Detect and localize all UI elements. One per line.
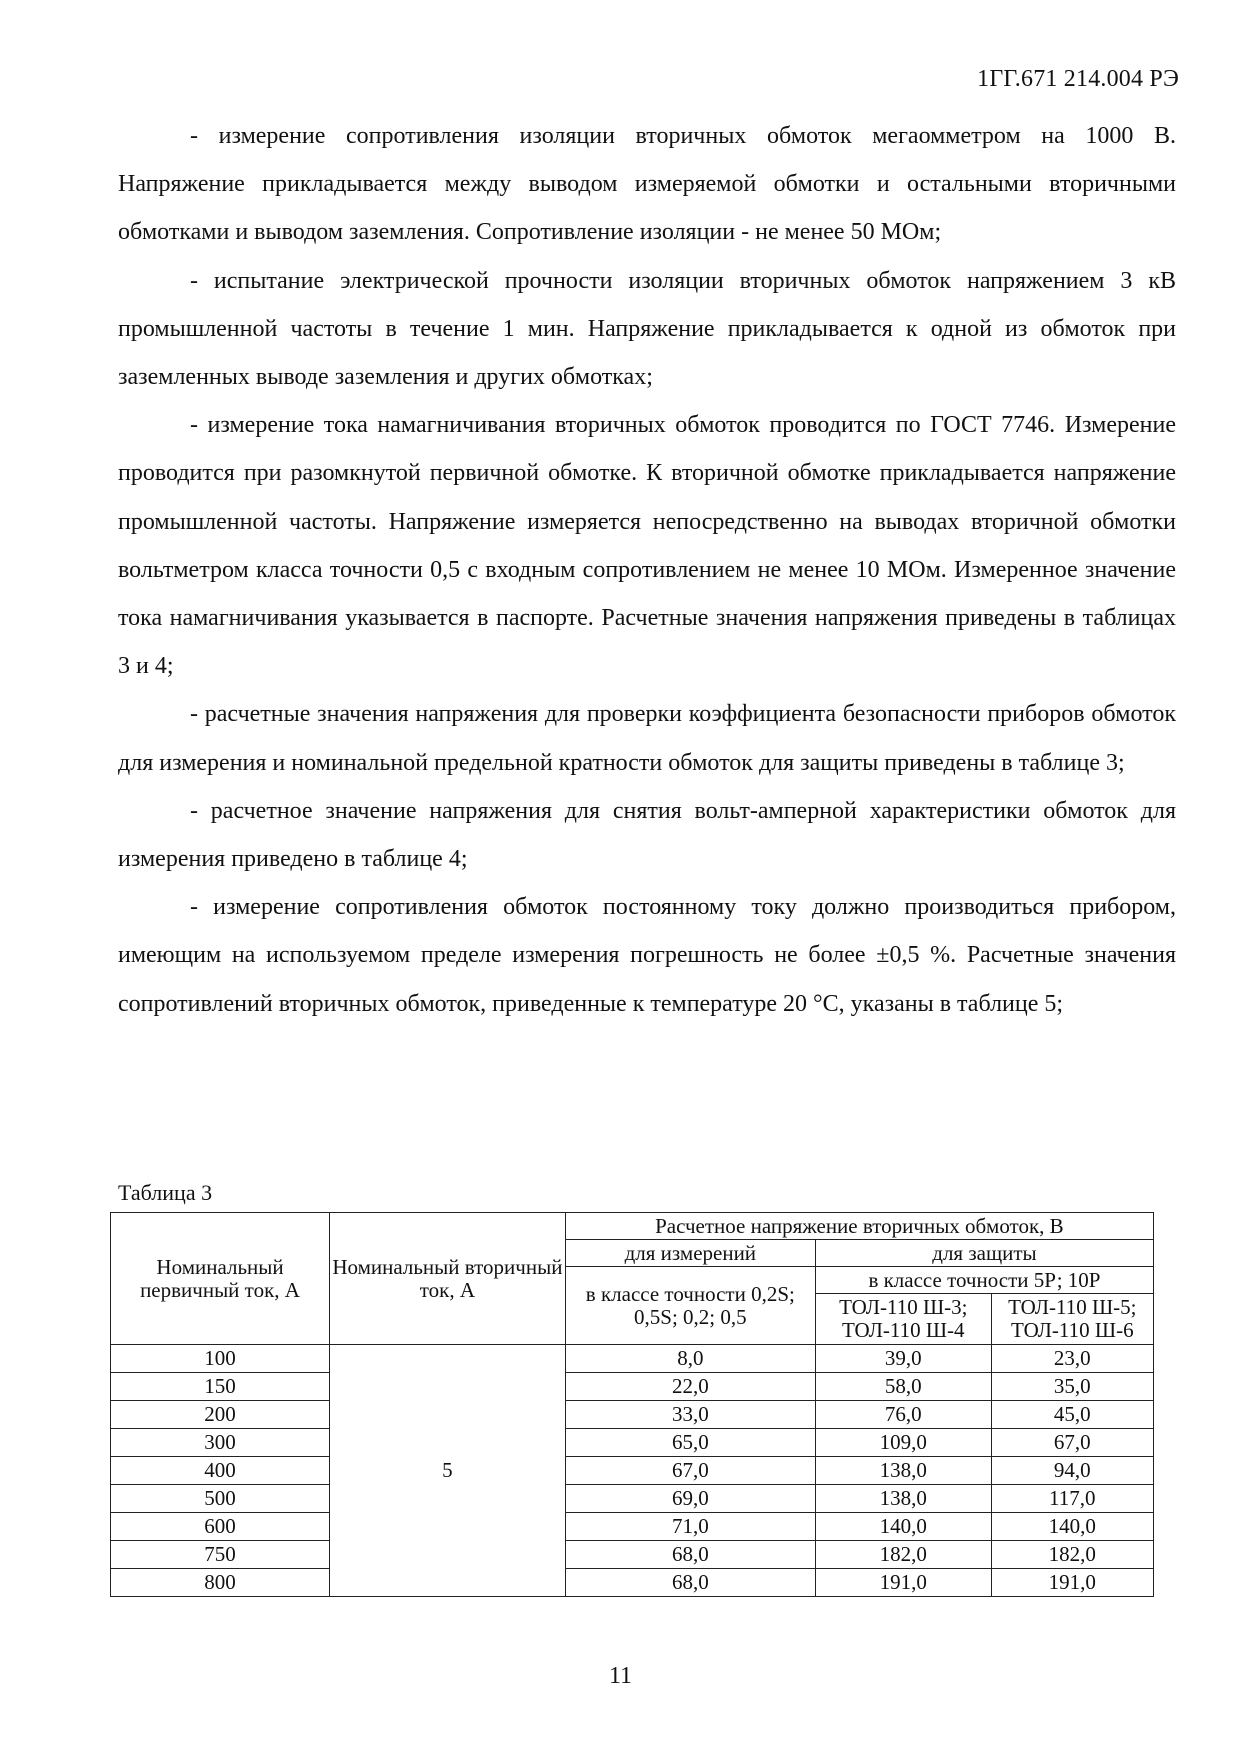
cell-protection-b: 35,0 <box>991 1373 1153 1401</box>
cell-protection-a: 109,0 <box>815 1429 991 1457</box>
table-row <box>111 1401 1154 1429</box>
paragraph-insulation-resistance: - измерение сопротивления изоляции вторичных обмоток мегаомметром на 1000 В. Напряжение прикладывается между выводом измеряемой обмотки и остальными вторичными обмотками и выводом заземления. Сопротивление изоляции - не менее 50 МОм; <box>118 123 1176 246</box>
body-text <box>118 112 1176 1028</box>
cell-primary: 800 <box>111 1569 330 1597</box>
cell-protection-a: 76,0 <box>815 1401 991 1429</box>
cell-primary: 400 <box>111 1457 330 1485</box>
header-for-protection: для защиты <box>815 1240 1153 1267</box>
header-primary-current: Номинальный первичный ток, А <box>111 1213 330 1345</box>
cell-measurement: 71,0 <box>565 1513 815 1541</box>
cell-protection-a: 191,0 <box>815 1569 991 1597</box>
header-for-measurement: для измерений <box>565 1240 815 1267</box>
table-caption: Таблица 3 <box>118 1180 213 1205</box>
table-row <box>111 1569 1154 1597</box>
page-number: 11 <box>608 1663 633 1689</box>
table-row <box>111 1373 1154 1401</box>
cell-measurement: 22,0 <box>565 1373 815 1401</box>
cell-primary: 150 <box>111 1373 330 1401</box>
cell-protection-a: 138,0 <box>815 1485 991 1513</box>
cell-primary: 500 <box>111 1485 330 1513</box>
cell-measurement: 67,0 <box>565 1457 815 1485</box>
cell-primary: 100 <box>111 1345 330 1373</box>
cell-protection-b: 23,0 <box>991 1345 1153 1373</box>
cell-protection-b: 182,0 <box>991 1541 1153 1569</box>
cell-protection-a: 138,0 <box>815 1457 991 1485</box>
header-measurement-class: в классе точности 0,2S; 0,5S; 0,2; 0,5 <box>565 1267 815 1345</box>
paragraph-safety-factor: - расчетные значения напряжения для проверки коэффициента безопасности приборов обмоток для измерения и номинальной предельной кратности обмоток для защиты приведены в таблице 3; <box>118 701 1176 776</box>
cell-protection-b: 117,0 <box>991 1485 1153 1513</box>
table-row <box>111 1485 1154 1513</box>
cell-protection-b: 191,0 <box>991 1569 1153 1597</box>
cell-primary: 750 <box>111 1541 330 1569</box>
cell-protection-a: 39,0 <box>815 1345 991 1373</box>
document-code: 1ГГ.671 214.004 РЭ <box>977 66 1179 92</box>
header-model-a: ТОЛ-110 Ш-3; ТОЛ-110 Ш-4 <box>815 1294 991 1345</box>
paragraph-magnetizing-current: - измерение тока намагничивания вторичных обмоток проводится по ГОСТ 7746. Измерение проводится при разомкнутой первичной обмотке. К вторичной обмотке прикладывается напряжение промышленной частоты. Напряжение измеряется непосредственно на выводах вторичной обмотки вольтметром класса точности 0,5 с входным сопротивлением не менее 10 МОм. Измеренное значение тока намагничивания указывается в паспорте. Расчетные значения напряжения приведены в таблицах 3 и 4; <box>118 412 1176 680</box>
cell-measurement: 68,0 <box>565 1569 815 1597</box>
cell-protection-b: 45,0 <box>991 1401 1153 1429</box>
table-row <box>111 1429 1154 1457</box>
table-row <box>111 1457 1154 1485</box>
table-row <box>111 1541 1154 1569</box>
table-3 <box>110 1212 1154 1597</box>
cell-measurement: 8,0 <box>565 1345 815 1373</box>
paragraph-dc-resistance: - измерение сопротивления обмоток постоянному току должно производиться прибором, имеющим на используемом пределе измерения погрешность не более ±0,5 %. Расчетные значения сопротивлений вторичных обмоток, приведенные к температуре 20 °С, указаны в таблице 5; <box>118 894 1176 1017</box>
cell-primary: 300 <box>111 1429 330 1457</box>
cell-protection-b: 140,0 <box>991 1513 1153 1541</box>
cell-measurement: 69,0 <box>565 1485 815 1513</box>
cell-measurement: 65,0 <box>565 1429 815 1457</box>
paragraph-dielectric-strength: - испытание электрической прочности изоляции вторичных обмоток напряжением 3 кВ промышленной частоты в течение 1 мин. Напряжение прикладывается к одной из обмоток при заземленных выводе заземления и других обмотках; <box>118 267 1176 391</box>
header-model-b: ТОЛ-110 Ш-5; ТОЛ-110 Ш-6 <box>991 1294 1153 1345</box>
table-row <box>111 1345 1154 1373</box>
header-protection-class: в классе точности 5Р; 10Р <box>815 1267 1153 1294</box>
cell-protection-b: 67,0 <box>991 1429 1153 1457</box>
paragraph-volt-ampere: - расчетное значение напряжения для снятия вольт-амперной характеристики обмоток для измерения приведено в таблице 4; <box>118 797 1176 873</box>
cell-primary: 200 <box>111 1401 330 1429</box>
cell-protection-a: 182,0 <box>815 1541 991 1569</box>
header-secondary-current: Номинальный вторичный ток, А <box>330 1213 566 1345</box>
cell-protection-a: 140,0 <box>815 1513 991 1541</box>
cell-protection-a: 58,0 <box>815 1373 991 1401</box>
cell-measurement: 33,0 <box>565 1401 815 1429</box>
cell-measurement: 68,0 <box>565 1541 815 1569</box>
cell-protection-b: 94,0 <box>991 1457 1153 1485</box>
cell-primary: 600 <box>111 1513 330 1541</box>
header-calc-voltage: Расчетное напряжение вторичных обмоток, В <box>565 1213 1153 1240</box>
table-row <box>111 1513 1154 1541</box>
cell-secondary-current: 5 <box>330 1345 566 1597</box>
